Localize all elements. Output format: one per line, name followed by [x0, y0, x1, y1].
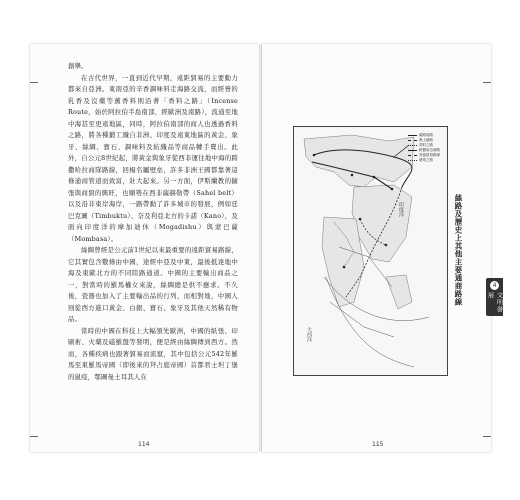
- legend-label: 絲路陸路: [419, 133, 433, 137]
- legend-swatch: [408, 135, 417, 136]
- left-page: [30, 44, 259, 452]
- legend-swatch: [408, 150, 417, 151]
- crop-mark: [483, 436, 491, 437]
- crop-mark: [483, 82, 491, 83]
- crop-mark: [30, 82, 38, 83]
- legend-swatch: [408, 160, 417, 161]
- body-text: [68, 61, 238, 383]
- chapter-tab: [486, 278, 503, 316]
- legend-label: 琥珀之路: [419, 158, 433, 162]
- paragraph: 絲綢曾經是公元前1世紀以來最重要的遠距貿易路線，它其實包含數條由中國，途經中亞及中東，最後抵達地中海及東歐北方的不同陸路通道。中國的主要輸出商品之一，對當時的羅馬權女來說，絲綢總是供不應求。不久後，瓷器也加入了主要輸出品的行列，而相對地，中國人則從西方進口黃金、白銀、寶石、象牙及其他天然稀有物品。: [68, 246, 238, 323]
- paragraph: 在古代世界，一直到近代早期，遠距貿易的主要動力都來自亞洲。東南亞的辛香調味料走海路交流，而經營的乳香及沒藥等薰香料則沿著「香料之路」（Incense Route，始於阿拉伯半島南部，經歐洲及南路），流通至地中海甚至更遠地區，同時，阿拉伯南部的商人也透過香料之路，將各種鍛工織自非洲、印度及遠東地區的黃金、象牙、絲綢、寶石、調味料及紡織品等商品轉手賣出。此外，自公元8世紀起，將黃金與象牙從西非運往地中海的跨撒哈拉商隊路線，回楊名屬壁垒，許多非洲王國都靠著這條通商管道而致富，壯大起來。另一方面，伊斯蘭教的擴張與商貿的興旺，也順勢在西非薩赫勒帶（Sahel belt）以及沿非東岸海岸，一路帶動了許多城市的發展，例如廷巴克圖（Timbuktu）、奈及利亞北方的卡諾（Kano），及面向印度洋的摩加迪休（Mogadishu）與蒙巴薩（Mombasa）。: [68, 73, 238, 243]
- map-illustration: [294, 127, 447, 375]
- legend-label: 海上絲路: [419, 138, 433, 142]
- paragraph: 創舉。: [68, 62, 88, 70]
- page-number: 114: [138, 441, 150, 448]
- crop-mark: [30, 436, 38, 437]
- legend-swatch: [408, 145, 417, 146]
- trade-routes-map: [293, 126, 448, 376]
- ocean-label-indian: 印度洋: [398, 202, 404, 217]
- legend-label: 跨撒哈拉商路: [419, 148, 440, 152]
- legend-label: 其他貿易路線: [419, 153, 440, 157]
- page-number: 115: [372, 441, 384, 448]
- paragraph: 當時的中國在科技上大幅領先歐洲，中國的紙張、印刷術、火藥及磁羅盤等發明，便是經由絲綢傳到西方。然而，各種疾病也跟著貿易而流竄，其中包括公元542年羅馬至東羅馬帝國（即後來的拜占庭帝國）首都君士坦丁堡的鼠疫，鄂圖曼土耳其人在: [68, 326, 238, 381]
- legend-label: 香料之路: [419, 143, 433, 147]
- legend-swatch: [408, 155, 417, 156]
- ocean-label-atlantic: 大西洋: [306, 327, 312, 342]
- chapter-number: 4: [490, 281, 499, 290]
- chapter-label: 文明發展: [486, 292, 503, 313]
- right-page: [262, 44, 503, 452]
- legend-swatch: [408, 140, 417, 141]
- legend-item: [408, 158, 444, 163]
- map-caption: 絲路及歷史上其他主要通商路線: [454, 194, 463, 306]
- map-legend: [408, 133, 444, 163]
